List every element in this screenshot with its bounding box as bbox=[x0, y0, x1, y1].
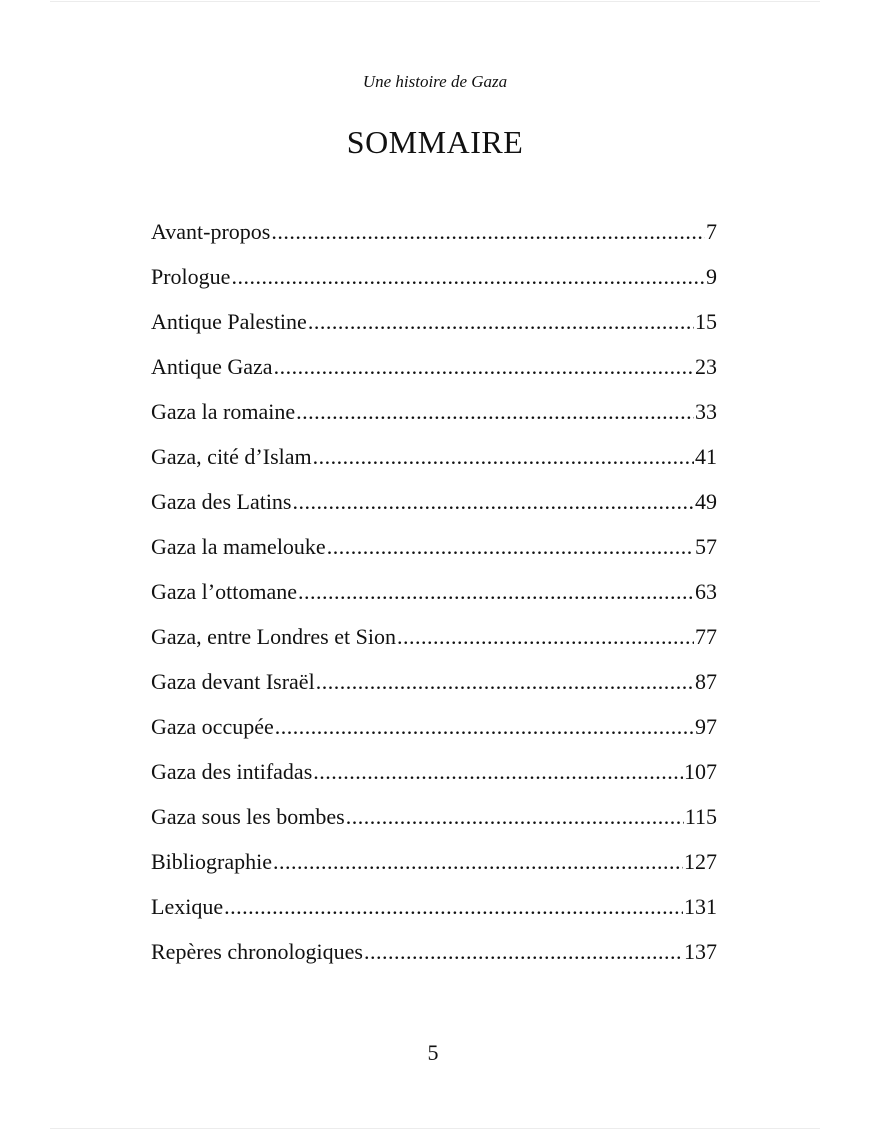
dot-leader bbox=[293, 486, 695, 518]
toc-entry-page: 7 bbox=[706, 219, 717, 244]
dot-leader bbox=[346, 801, 684, 833]
toc-entry bbox=[151, 261, 717, 306]
toc-entry-label: Gaza occupée bbox=[151, 714, 274, 739]
toc-entry bbox=[151, 486, 717, 531]
toc-entry bbox=[151, 396, 717, 441]
toc-entry bbox=[151, 891, 717, 936]
toc-entry-label: Gaza la romaine bbox=[151, 399, 296, 424]
dot-leader bbox=[364, 936, 683, 968]
dot-leader bbox=[327, 531, 694, 563]
toc-entry bbox=[151, 666, 717, 711]
toc-entry bbox=[151, 441, 717, 486]
page-bottom-edge bbox=[50, 1128, 820, 1129]
toc-entry-page: 127 bbox=[684, 849, 717, 874]
toc-entry-page: 107 bbox=[684, 759, 717, 784]
dot-leader bbox=[316, 666, 694, 698]
toc-entry-page: 137 bbox=[684, 939, 717, 964]
toc-entry-label: Lexique bbox=[151, 894, 224, 919]
toc-entry-page: 41 bbox=[695, 444, 717, 469]
toc-entry-label: Repères chronologiques bbox=[151, 939, 363, 964]
dot-leader bbox=[271, 216, 705, 248]
dot-leader bbox=[275, 711, 694, 743]
toc-entry-page: 63 bbox=[695, 579, 717, 604]
toc-entry-page: 23 bbox=[695, 354, 717, 379]
toc-entry-label: Gaza sous les bombes bbox=[151, 804, 345, 829]
toc-entry-page: 15 bbox=[695, 309, 717, 334]
toc-entry bbox=[151, 351, 717, 396]
dot-leader bbox=[224, 891, 683, 923]
page-top-edge bbox=[50, 1, 820, 2]
dot-leader bbox=[273, 846, 683, 878]
toc-entry-page: 57 bbox=[695, 534, 717, 559]
toc-entry-label: Gaza l’ottomane bbox=[151, 579, 297, 604]
toc-entry bbox=[151, 756, 717, 801]
toc-entry-page: 49 bbox=[695, 489, 717, 514]
dot-leader bbox=[296, 396, 694, 428]
dot-leader bbox=[274, 351, 694, 383]
toc-entry bbox=[151, 711, 717, 756]
toc-entry bbox=[151, 576, 717, 621]
toc-entry-label: Prologue bbox=[151, 264, 231, 289]
table-of-contents bbox=[151, 216, 717, 981]
toc-entry-label: Avant-propos bbox=[151, 219, 271, 244]
dot-leader bbox=[231, 261, 705, 293]
toc-entry-page: 97 bbox=[695, 714, 717, 739]
dot-leader bbox=[397, 621, 694, 653]
toc-entry-page: 9 bbox=[706, 264, 717, 289]
toc-entry bbox=[151, 306, 717, 351]
toc-entry-label: Gaza des intifadas bbox=[151, 759, 313, 784]
toc-entry-page: 33 bbox=[695, 399, 717, 424]
running-header: Une histoire de Gaza bbox=[362, 72, 508, 91]
dot-leader bbox=[313, 441, 694, 473]
dot-leader bbox=[308, 306, 694, 338]
toc-entry-page: 115 bbox=[684, 804, 717, 829]
page-title: SOMMAIRE bbox=[346, 124, 524, 160]
toc-entry bbox=[151, 216, 717, 261]
toc-entry bbox=[151, 936, 717, 981]
toc-entry-page: 77 bbox=[695, 624, 717, 649]
toc-entry-label: Gaza, cité d’Islam bbox=[151, 444, 312, 469]
toc-entry-label: Gaza la mamelouke bbox=[151, 534, 326, 559]
toc-entry-label: Bibliographie bbox=[151, 849, 272, 874]
toc-entry bbox=[151, 846, 717, 891]
toc-entry-page: 131 bbox=[684, 894, 717, 919]
toc-entry bbox=[151, 531, 717, 576]
toc-entry-label: Gaza devant Israël bbox=[151, 669, 315, 694]
page-number: 5 bbox=[427, 1040, 439, 1065]
toc-entry-label: Gaza des Latins bbox=[151, 489, 292, 514]
toc-entry bbox=[151, 801, 717, 846]
dot-leader bbox=[313, 756, 683, 788]
toc-entry-label: Antique Palestine bbox=[151, 309, 307, 334]
toc-entry-page: 87 bbox=[695, 669, 717, 694]
toc-entry bbox=[151, 621, 717, 666]
toc-entry-label: Antique Gaza bbox=[151, 354, 273, 379]
dot-leader bbox=[298, 576, 694, 608]
toc-entry-label: Gaza, entre Londres et Sion bbox=[151, 624, 396, 649]
